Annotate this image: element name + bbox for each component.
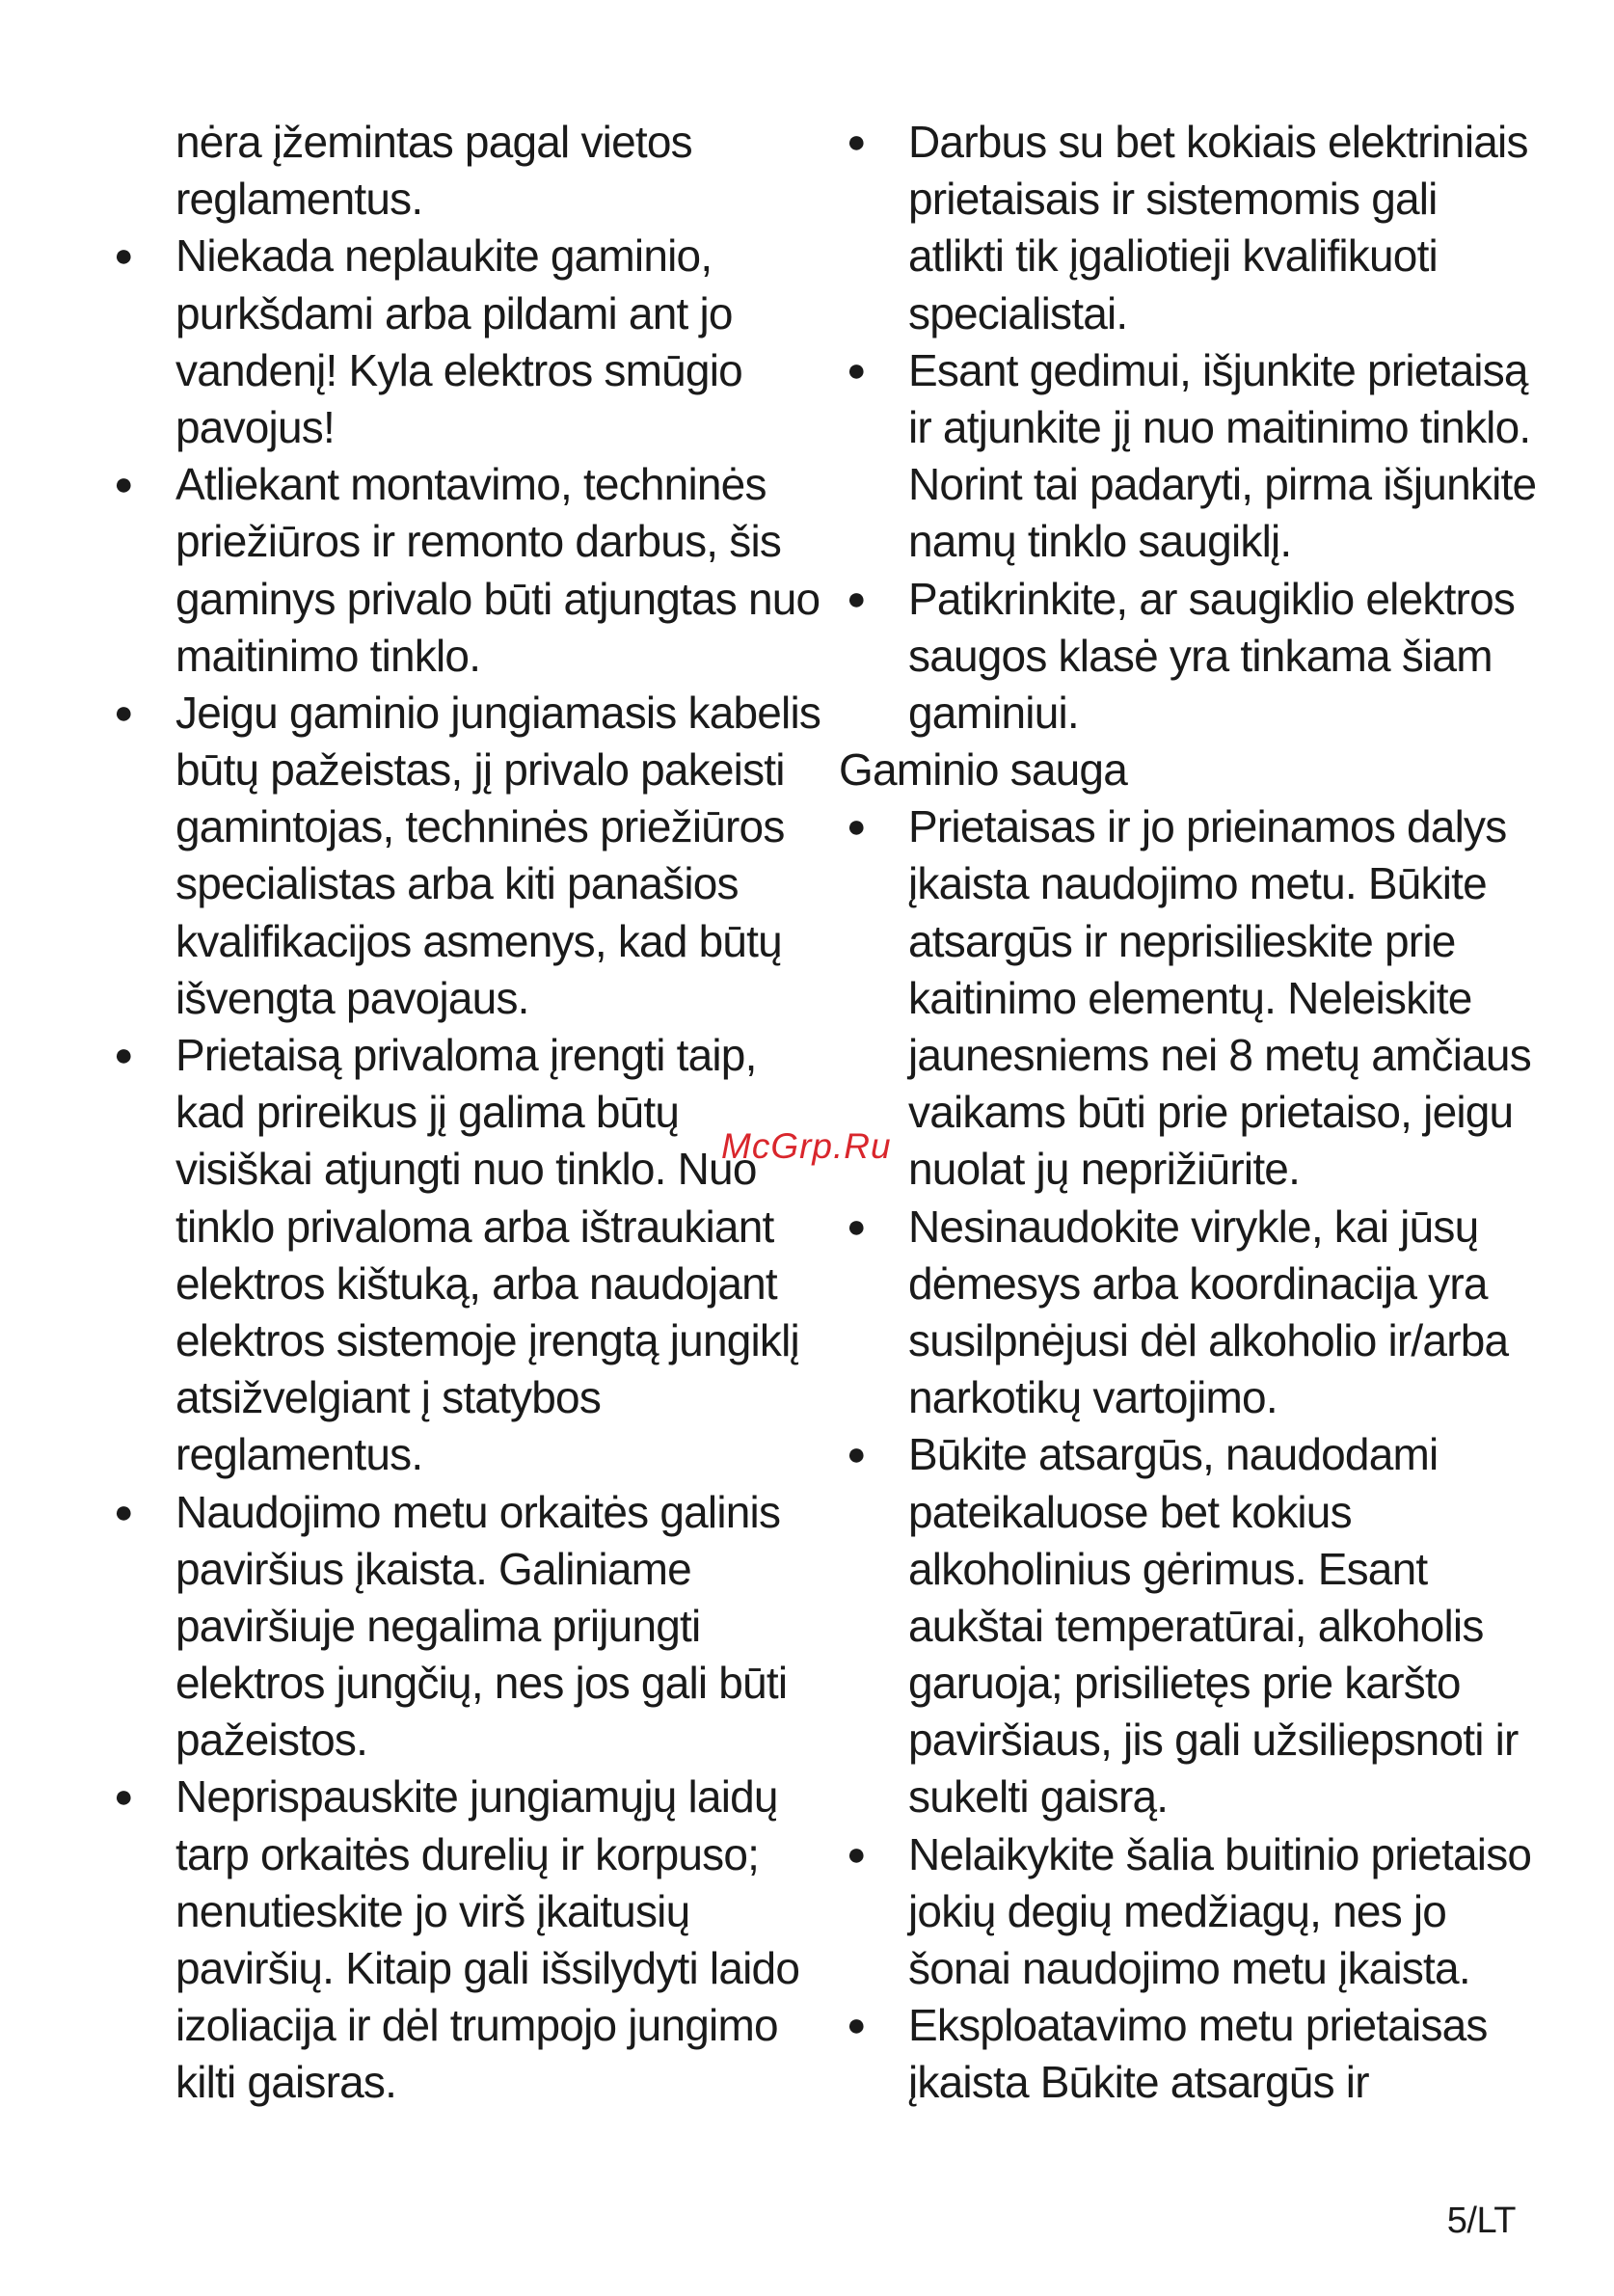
right-column	[839, 114, 1537, 2112]
bullet-icon: ●	[847, 1207, 867, 1245]
text-line: saugos klasė yra tinkama šiam	[908, 630, 1493, 681]
text-line: tinklo privaloma arba ištraukiant	[175, 1201, 774, 1252]
text-line: paviršiaus, jis gali užsiliepsnoti ir	[908, 1715, 1519, 1766]
bullet-icon: ●	[114, 1778, 134, 1816]
text-line: įkaista Būkite atsargūs ir	[908, 2057, 1369, 2108]
text-line: Nelaikykite šalia buitinio prietaiso	[908, 1828, 1532, 1879]
bullet-icon: ●	[114, 466, 134, 503]
text-line: nėra įžemintas pagal vietos	[175, 117, 692, 167]
text-line: maitinimo tinklo.	[175, 630, 481, 681]
text-line: elektros jungčių, nes jos gali būti	[175, 1658, 788, 1709]
text-line: Norint tai padaryti, pirma išjunkite	[908, 459, 1537, 510]
bullet-icon: ●	[847, 1835, 867, 1873]
bullet-item	[106, 1027, 800, 1484]
text-line: gaminys privalo būti atjungtas nuo	[175, 573, 820, 624]
text-line: vandenį! Kyla elektros smūgio	[175, 344, 742, 395]
bullet-item	[106, 228, 800, 456]
text-line: Niekada neplaukite gaminio,	[175, 230, 713, 282]
bullet-icon: ●	[847, 351, 867, 389]
text-line: pateikaluose bet kokius	[908, 1486, 1352, 1537]
text-line: Esant gedimui, išjunkite prietaisą	[908, 344, 1528, 395]
bullet-icon: ●	[114, 1493, 134, 1530]
text-line: jokių degių medžiagų, nes jo	[908, 1885, 1447, 1936]
text-line: gaminiui.	[908, 687, 1079, 738]
section-heading: Gaminio sauga	[839, 744, 1127, 796]
text-line: kaitinimo elementų. Neleiskite	[908, 972, 1472, 1023]
text-line: Darbus su bet kokiais elektriniais	[908, 117, 1528, 167]
bullet-item	[839, 1426, 1533, 1825]
text-line: pavojus!	[175, 401, 335, 452]
bullet-item	[839, 571, 1533, 743]
text-line: būtų pažeistas, jį privalo pakeisti	[175, 744, 785, 796]
bullet-item	[106, 456, 820, 685]
text-line: purkšdami arba pildami ant jo	[175, 287, 733, 338]
text-line: Patikrinkite, ar saugiklio elektros	[908, 573, 1516, 624]
text-line: izoliacija ir dėl trumpojo jungimo	[175, 2000, 778, 2051]
text-line: Nesinaudokite virykle, kai jūsų	[908, 1201, 1479, 1252]
bullet-item	[839, 1826, 1533, 1998]
text-line: visiškai atjungti nuo tinklo. Nuo	[175, 1144, 757, 1195]
bullet-item	[106, 1484, 800, 1769]
text-line: vaikams būti prie prietaiso, jeigu	[908, 1087, 1514, 1138]
text-line: jaunesniems nei 8 metų amčiaus	[908, 1030, 1531, 1080]
text-line: prietaisais ir sistemomis gali	[908, 174, 1438, 225]
text-line: pažeistos.	[175, 1715, 368, 1766]
bullet-icon: ●	[847, 808, 867, 846]
text-line: dėmesys arba koordinacija yra	[908, 1257, 1488, 1309]
text-line: gamintojas, techninės priežiūros	[175, 801, 785, 852]
bullet-item	[106, 1769, 800, 2111]
page-number: 5/LT	[1446, 2201, 1516, 2241]
text-line: aukštai temperatūrai, alkoholis	[908, 1600, 1484, 1651]
text-line: reglamentus.	[175, 1429, 423, 1480]
text-line: Prietaisas ir jo prieinamos dalys	[908, 801, 1507, 852]
text-line: nenutieskite jo virš įkaitusių	[175, 1885, 690, 1936]
text-line: namų tinklo saugiklį.	[908, 516, 1292, 567]
text-line: atsižvelgiant į statybos	[175, 1372, 602, 1423]
text-line: kad prireikus jį galima būtų	[175, 1087, 680, 1138]
text-line: specialistas arba kiti panašios	[175, 858, 739, 909]
text-line: narkotikų vartojimo.	[908, 1372, 1278, 1423]
text-line: paviršių. Kitaip gali išsilydyti laido	[175, 1943, 800, 1993]
text-line: paviršiuje negalima prijungti	[175, 1600, 701, 1651]
text-line: reglamentus.	[175, 174, 423, 225]
text-line: šonai naudojimo metu įkaista.	[908, 1943, 1470, 1993]
bullet-icon: ●	[847, 2007, 867, 2044]
text-line: Eksploatavimo metu prietaisas	[908, 2000, 1488, 2051]
bullet-item	[839, 798, 1533, 1198]
bullet-item	[106, 685, 821, 1027]
bullet-icon: ●	[114, 693, 134, 731]
text-line: priežiūros ir remonto darbus, šis	[175, 516, 782, 567]
bullet-icon: ●	[114, 1037, 134, 1073]
text-line: Būkite atsargūs, naudodami	[908, 1429, 1439, 1480]
text-line: Atliekant montavimo, techninės	[175, 459, 767, 510]
continuation-text	[106, 114, 800, 228]
bullet-icon: ●	[114, 237, 134, 275]
bullet-item	[839, 1199, 1533, 1427]
text-line: paviršius įkaista. Galiniame	[175, 1543, 691, 1594]
text-line: elektros sistemoje įrengtą jungiklį	[175, 1314, 799, 1365]
text-line: Prietaisą privaloma įrengti taip,	[175, 1030, 757, 1080]
text-line: ir atjunkite jį nuo maitinimo tinklo.	[908, 401, 1531, 452]
bullet-icon: ●	[847, 580, 867, 617]
text-line: nuolat jų neprižiūrite.	[908, 1144, 1301, 1195]
text-line: Naudojimo metu orkaitės galinis	[175, 1486, 781, 1537]
text-line: kilti gaisras.	[175, 2057, 397, 2108]
bullet-item	[839, 1997, 1533, 2111]
bullet-icon: ●	[847, 123, 867, 160]
bullet-icon: ●	[847, 1436, 867, 1473]
bullet-item	[839, 342, 1537, 571]
text-line: tarp orkaitės durelių ir korpuso;	[175, 1828, 760, 1879]
text-line: Jeigu gaminio jungiamasis kabelis	[175, 687, 821, 738]
watermark: McGrp.Ru	[721, 1126, 892, 1166]
text-line: Neprispauskite jungiamųjų laidų	[175, 1771, 778, 1823]
text-line: kvalifikacijos asmenys, kad būtų	[175, 915, 782, 966]
bullet-item	[839, 114, 1533, 342]
text-line: specialistai.	[908, 287, 1128, 338]
text-line: atsargūs ir neprisilieskite prie	[908, 915, 1456, 966]
text-line: garuoja; prisilietęs prie karšto	[908, 1658, 1461, 1709]
text-line: sukelti gaisrą.	[908, 1771, 1169, 1823]
text-line: elektros kištuką, arba naudojant	[175, 1257, 777, 1309]
text-line: išvengta pavojaus.	[175, 972, 529, 1023]
text-line: alkoholinius gėrimus. Esant	[908, 1543, 1428, 1594]
text-line: susilpnėjusi dėl alkoholio ir/arba	[908, 1314, 1509, 1365]
text-line: įkaista naudojimo metu. Būkite	[908, 858, 1487, 909]
text-line: atlikti tik įgaliotieji kvalifikuoti	[908, 230, 1438, 282]
